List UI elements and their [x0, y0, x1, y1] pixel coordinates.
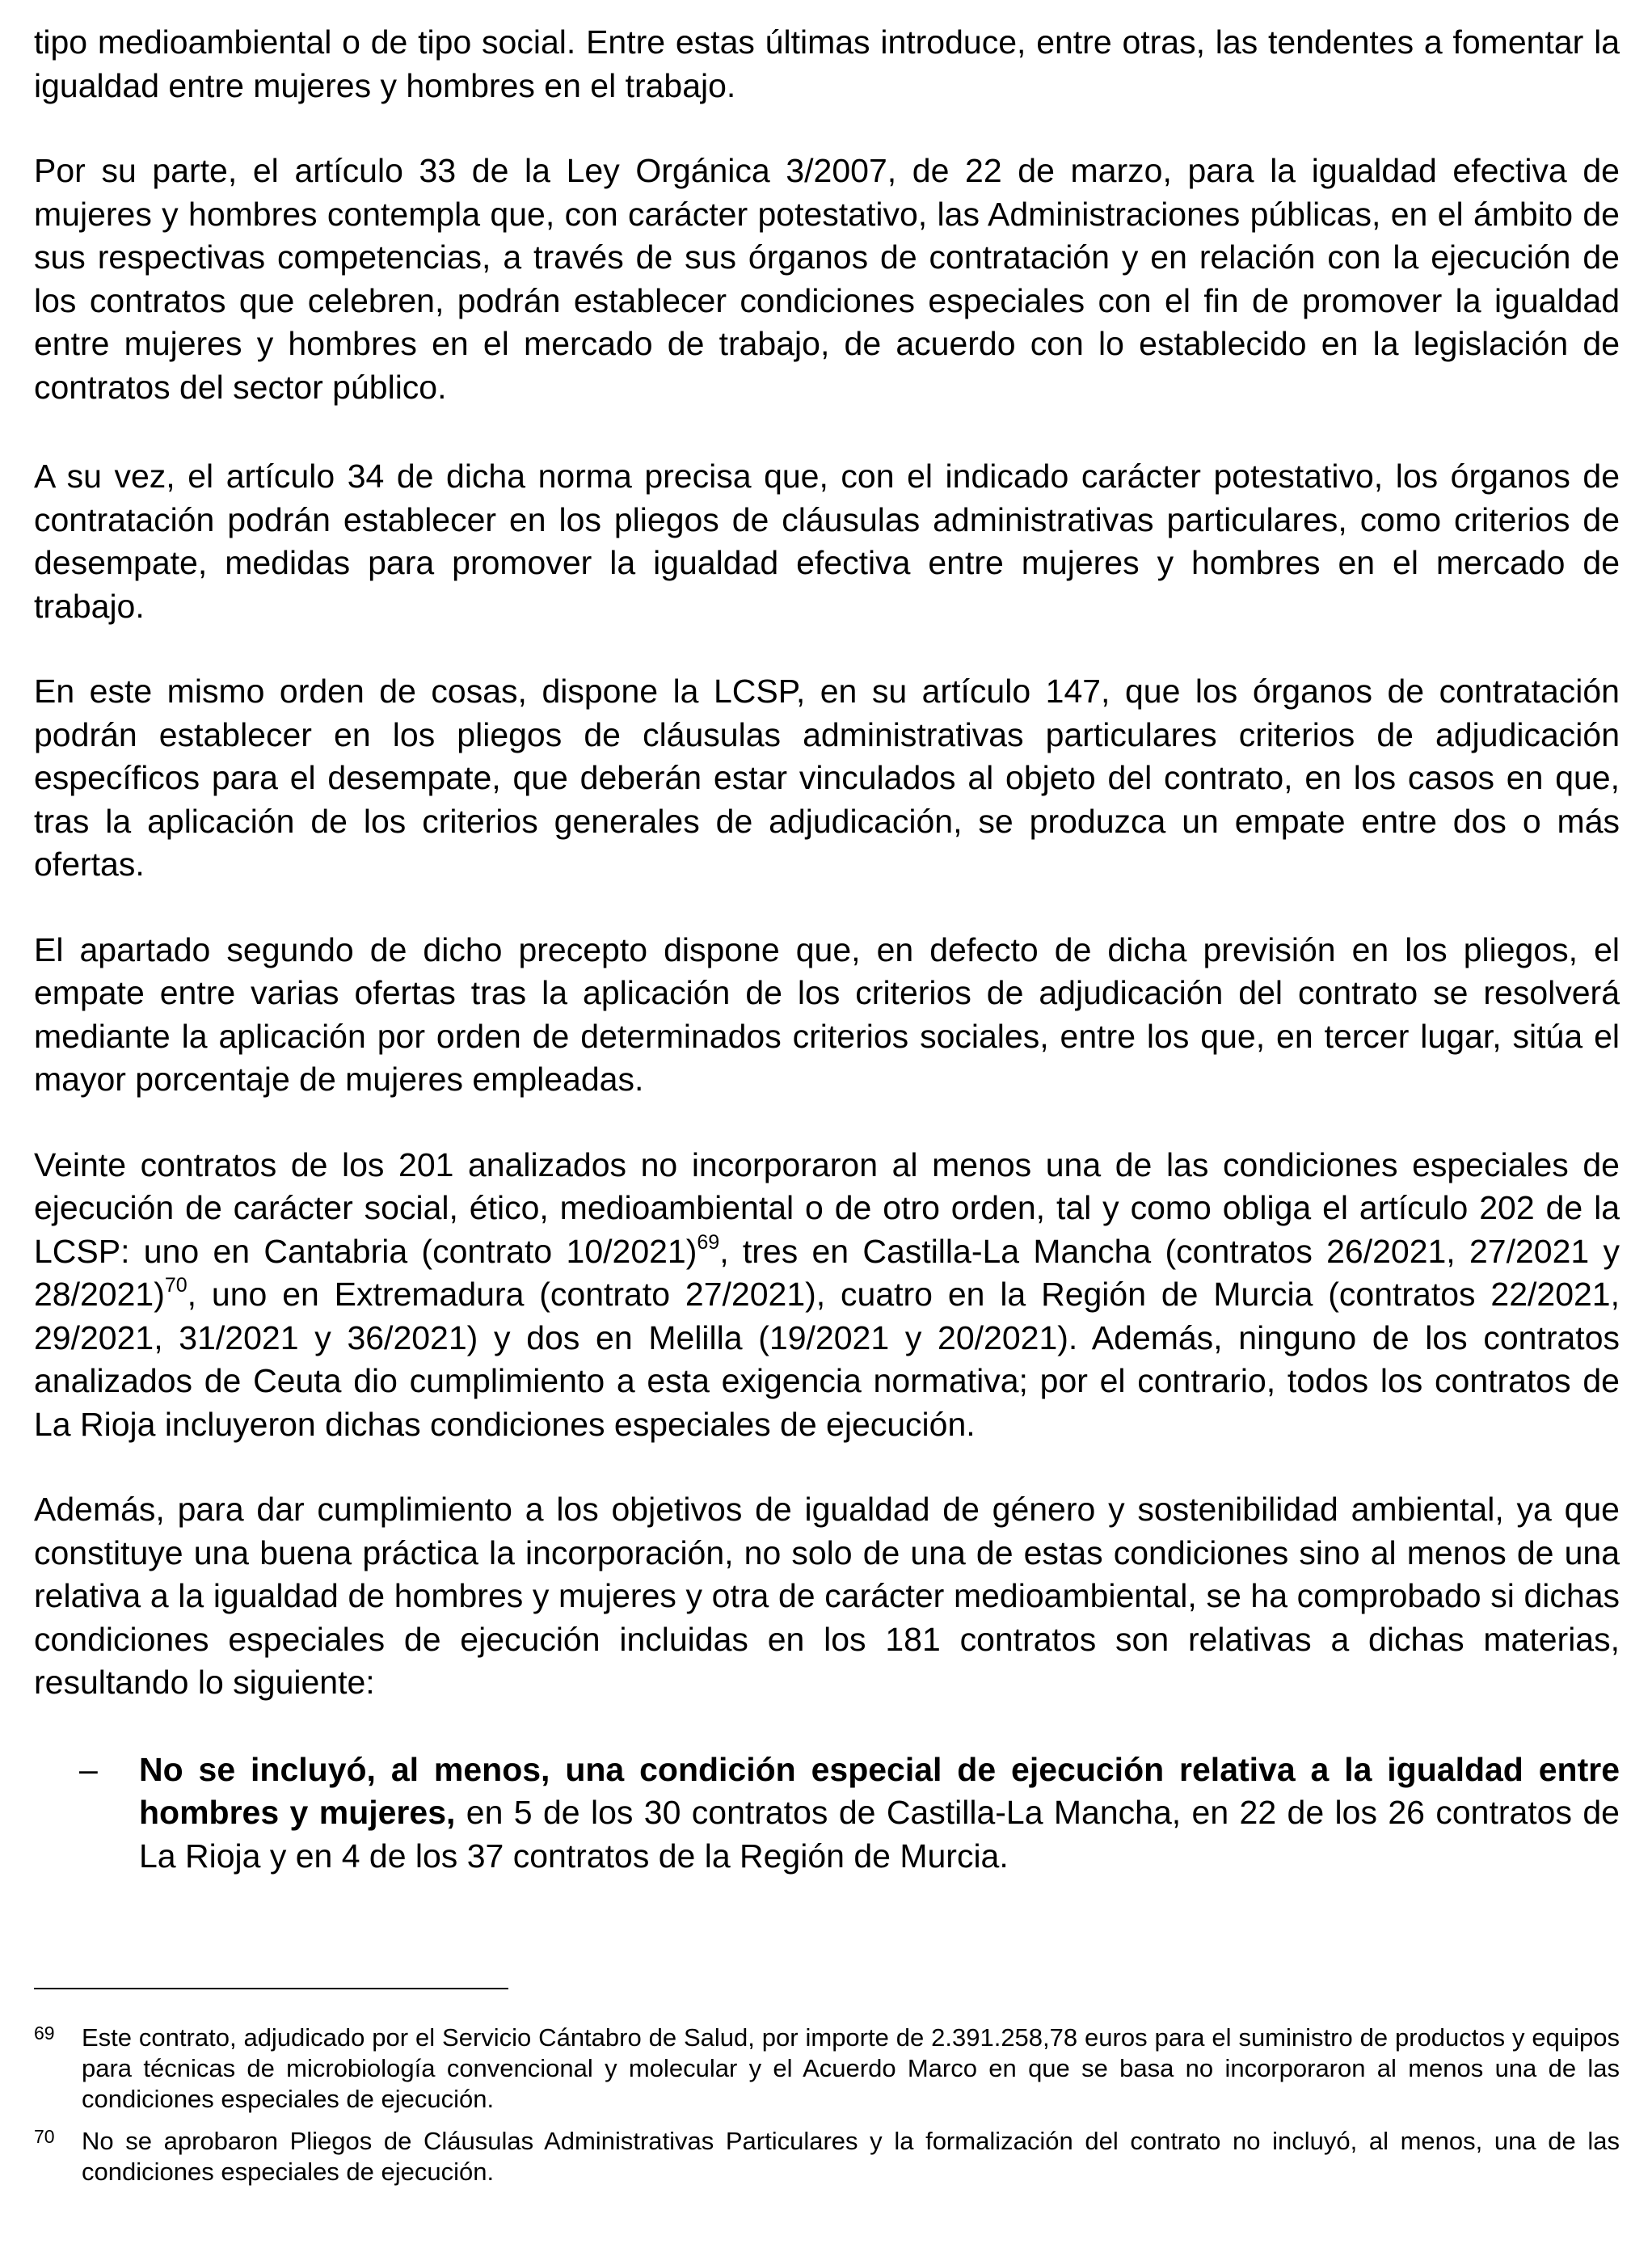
footnote-number: 70 — [34, 2126, 55, 2147]
bullet-item — [34, 1748, 1620, 1879]
contracts-summary-text-1: Veinte contratos de los 201 analizados no incorporaron al menos una de las condiciones especiales de ejecución de carácter social, ético, medioambiental o de otro orden, tal y como obliga el artículo 202 de la LCSP: uno en Cantabria (contrato 10/2021) — [34, 1145, 1620, 1270]
footnote-ref-70: 70 — [164, 1274, 188, 1297]
bullet-bold-text: No se incluyó, al menos, una condición especial de ejecución relativa a la igualdad entre hombres y mujeres, — [139, 1750, 1620, 1831]
bullet-rest-text: en 5 de los 30 contratos de Castilla-La Mancha, en 22 de los 26 contratos de La Rioja y en 4 de los 37 contratos de la Región de Murcia. — [139, 1794, 1620, 1875]
footnote-number: 69 — [34, 2023, 55, 2044]
paragraph-gender-environment: Además, para dar cumplimiento a los objetivos de igualdad de género y sostenibilidad ambiental, ya que constituye una buena práctica la incorporación, no solo de una de estas condiciones sino al menos de una relativa a la igualdad de hombres y mujeres y otra de carácter medioambiental, se ha comprobado si dichas condiciones especiales de ejecución incluidas en los 181 contratos son relativas a dichas materias, resultando lo siguiente: — [34, 1491, 1620, 1701]
footnotes — [34, 2023, 1620, 2187]
document-body — [34, 21, 1620, 1878]
paragraph-contracts-summary — [34, 1144, 1620, 1447]
footnote-ref-69: 69 — [697, 1230, 720, 1254]
footnote-text: Este contrato, adjudicado por el Servicio Cántabro de Salud, por importe de 2.391.258,78 euros para el suministro de productos y equipos para técnicas de microbiología convencional y molecular y el Acuerdo Marco en que se basa no incorporaron al menos una de las condiciones especiales de ejecución. — [82, 2023, 1620, 2113]
paragraph-article-33: Por su parte, el artículo 33 de la Ley Orgánica 3/2007, de 22 de marzo, para la igualdad efectiva de mujeres y hombres contempla que, con carácter potestativo, las Administraciones públicas, en el ámbito de sus respectivas competencias, a través de sus órganos de contratación y en relación con la ejecución de los contratos que celebren, podrán establecer condiciones especiales con el fin de promover la igualdad entre mujeres y hombres en el mercado de trabajo, de acuerdo con lo establecido en la legislación de contratos del sector público. — [34, 152, 1620, 406]
footnote-70 — [34, 2126, 1620, 2187]
bullet-dash: – — [79, 1750, 98, 1788]
paragraph-lcsp-147: En este mismo orden de cosas, dispone la LCSP, en su artículo 147, que los órganos de contratación podrán establecer en los pliegos de cláusulas administrativas particulares criterios de adjudicación específicos para el desempate, que deberán estar vinculados al objeto del contrato, en los casos en que, tras la aplicación de los criterios generales de adjudicación, se produzca un empate entre dos o más ofertas. — [34, 673, 1620, 883]
paragraph-tiebreak-criteria: El apartado segundo de dicho precepto dispone que, en defecto de dicha previsión en los pliegos, el empate entre varias ofertas tras la aplicación de los criterios de adjudicación del contrato se resolverá mediante la aplicación por orden de determinados criterios sociales, entre los que, en tercer lugar, sitúa el mayor porcentaje de mujeres empleadas. — [34, 930, 1620, 1098]
footnote-text: No se aprobaron Pliegos de Cláusulas Administrativas Particulares y la formalización del contrato no incluyó, al menos, una de las condiciones especiales de ejecución. — [82, 2127, 1620, 2186]
footnote-separator — [34, 1988, 508, 1989]
paragraph-article-34: A su vez, el artículo 34 de dicha norma precisa que, con el indicado carácter potestativo, los órganos de contratación podrán establecer en los pliegos de cláusulas administrativas particulares, como criterios de desempate, medidas para promover la igualdad efectiva entre mujeres y hombres en el mercado de trabajo. — [34, 458, 1620, 625]
contracts-summary-text-3: , uno en Extremadura (contrato 27/2021), cuatro en la Región de Murcia (contratos 22/2021, 29/2021, 31/2021 y 36/2021) y dos en Melilla (19/2021 y 20/2021). Además, ninguno de los contratos analizados de Ceuta dio cumplimiento a esta exigencia normativa; por el contrario, todos los contratos de La Rioja incluyeron dichas condiciones especiales de ejecución. — [34, 1276, 1620, 1443]
paragraph-intro: tipo medioambiental o de tipo social. Entre estas últimas introduce, entre otras, las tendentes a fomentar la igualdad entre mujeres y hombres en el trabajo. — [34, 23, 1620, 104]
footnote-69 — [34, 2023, 1620, 2115]
contracts-summary-text-2: , tres en Castilla-La Mancha (contratos 26/2021, 27/2021 y 28/2021) — [34, 1232, 1620, 1313]
